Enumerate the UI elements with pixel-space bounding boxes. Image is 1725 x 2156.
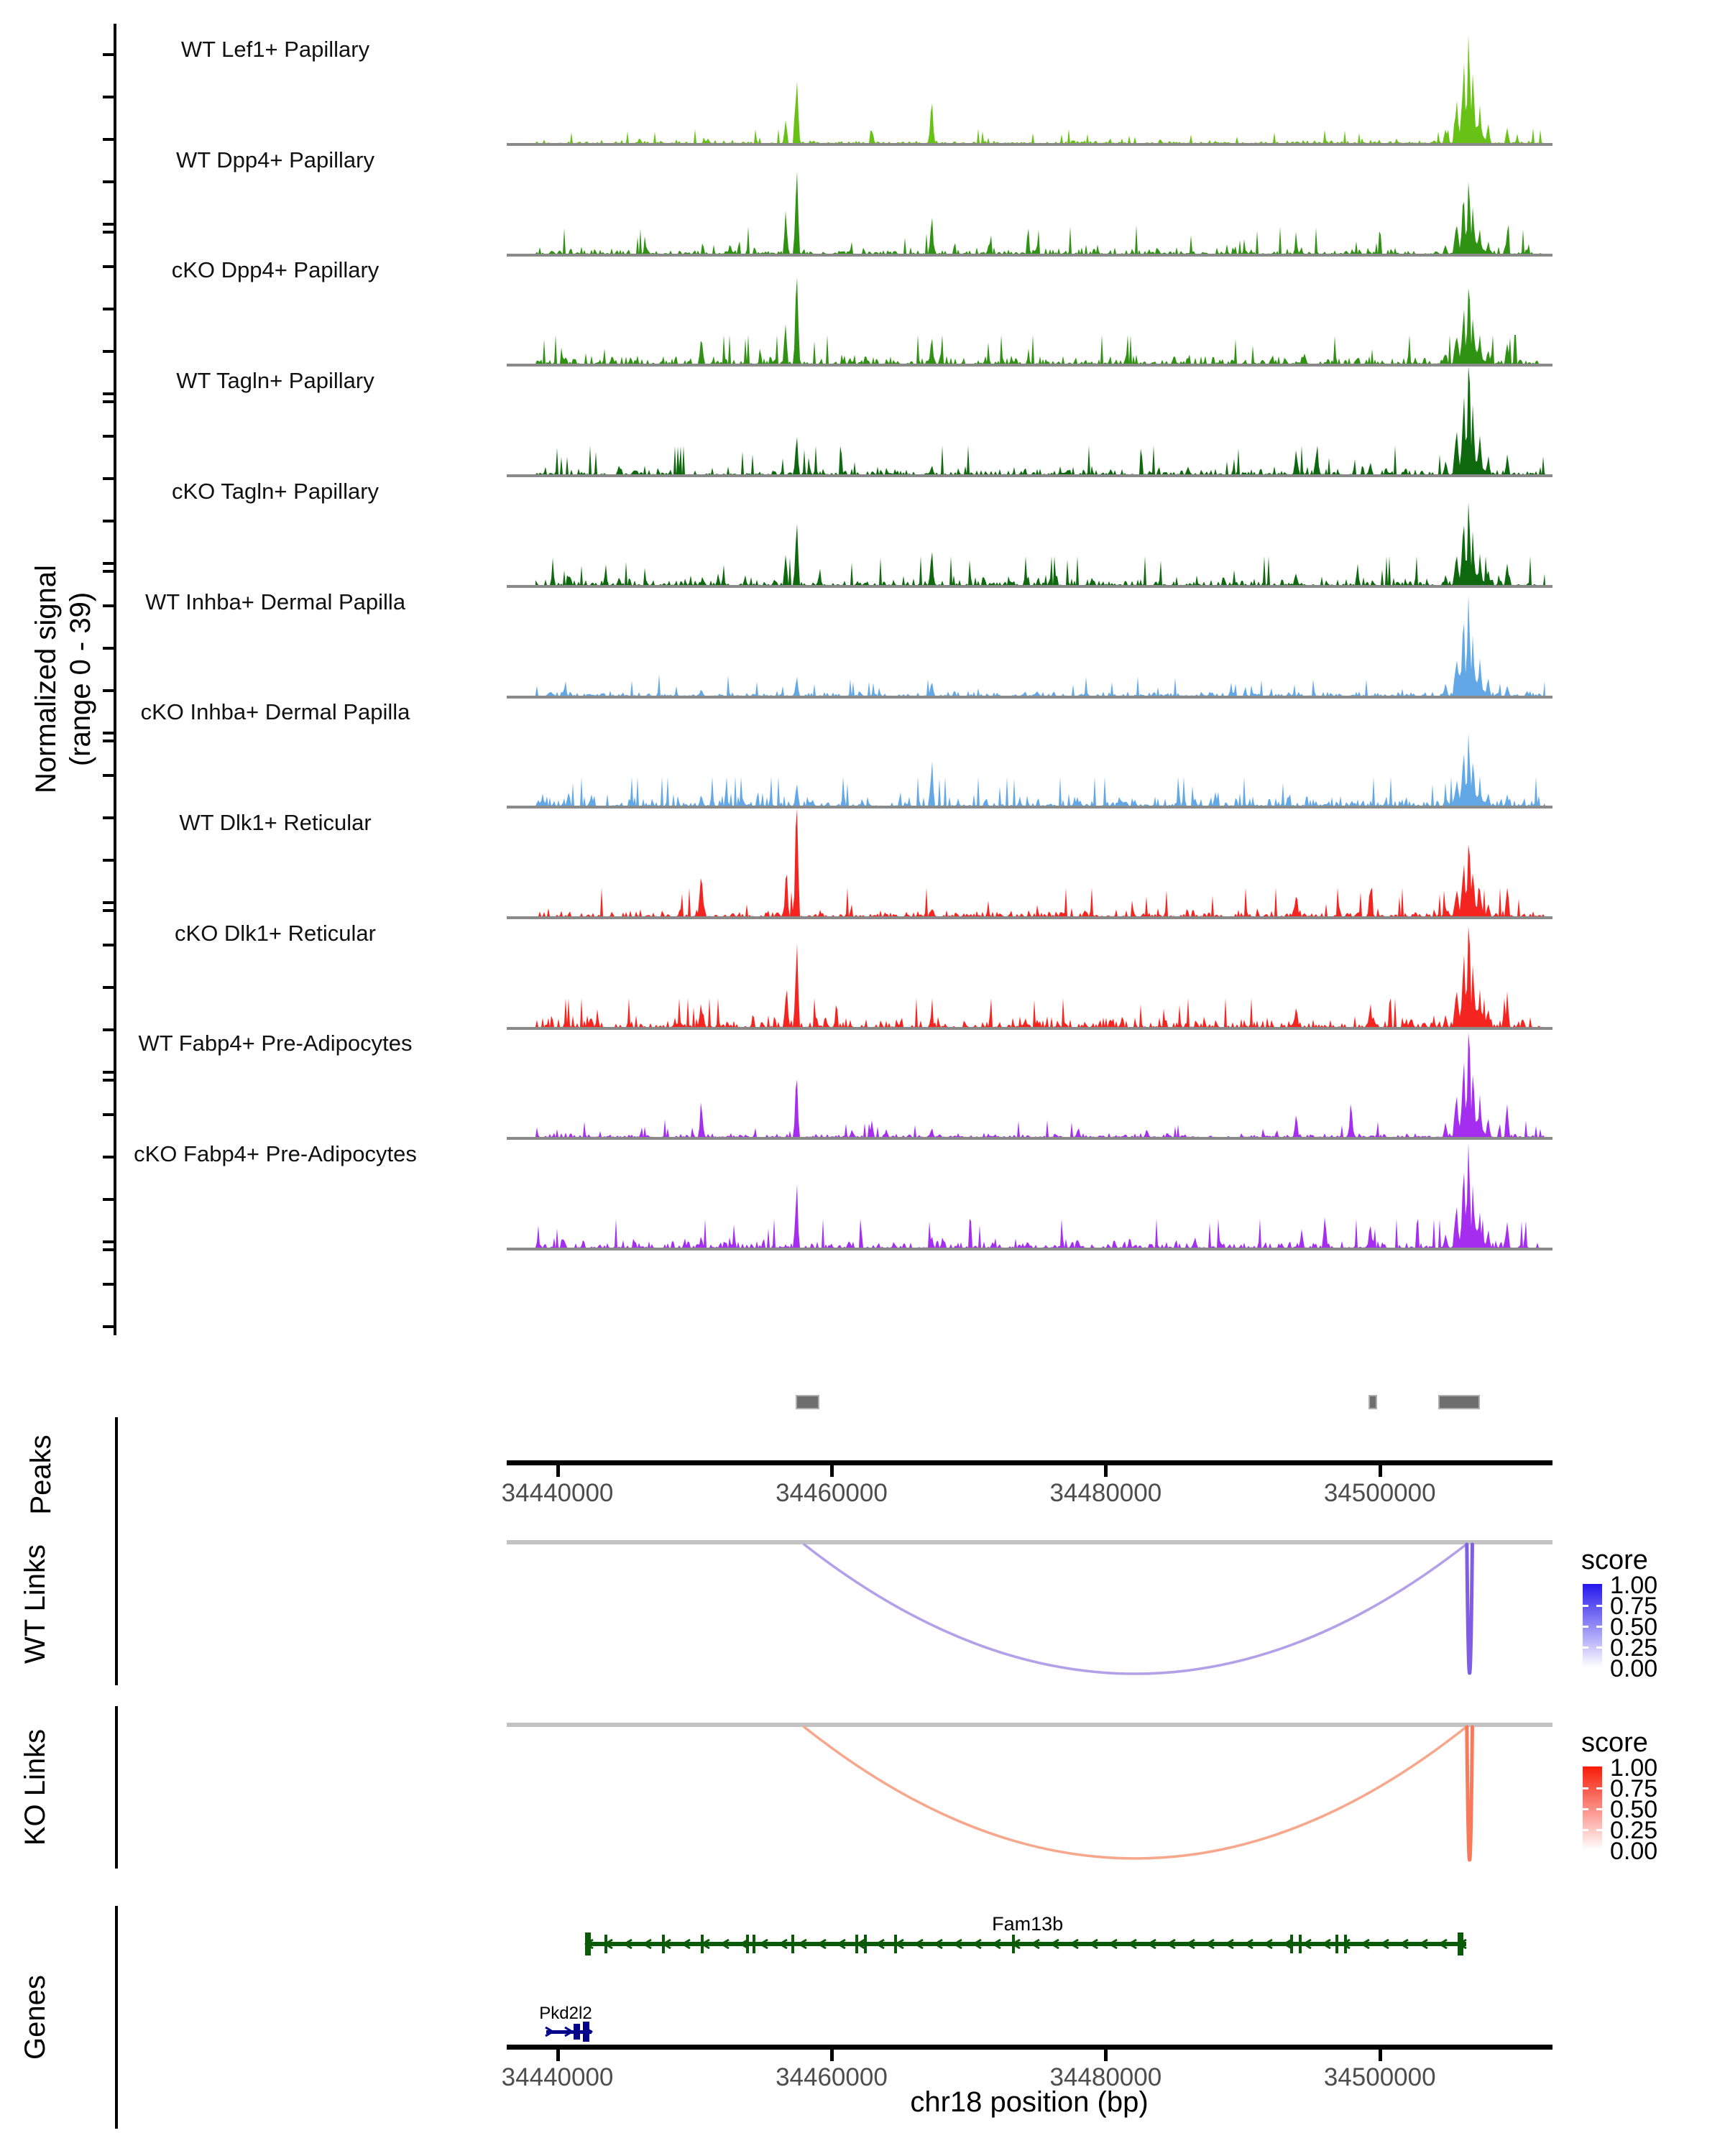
genomic-axis-tick-label: 34500000 (1323, 1479, 1436, 1507)
chevron-left-icon (760, 1940, 768, 1948)
chevron-left-icon (1052, 1940, 1059, 1948)
signal-axis-tick (103, 774, 114, 777)
chevron-left-icon (1187, 1940, 1195, 1948)
track-label: cKO Dlk1+ Reticular (175, 921, 376, 946)
track-signal (507, 256, 1552, 365)
genomic-axis-tick-label: 34480000 (1049, 2063, 1162, 2091)
chevron-left-icon (1207, 1940, 1214, 1948)
genomic-axis-tick (1379, 2050, 1382, 2061)
signal-axis-tick (103, 400, 114, 403)
signal-polygon (535, 595, 1545, 696)
legend-gradient-notch (1596, 1605, 1602, 1607)
ko-legend-tick: 0.50 (1610, 1796, 1658, 1823)
gene-exon (855, 1935, 857, 1953)
genomic-axis-tick-label: 34440000 (501, 2063, 614, 2091)
link-arc (804, 1727, 1466, 1858)
gene-exon (864, 1935, 866, 1953)
signal-axis-tick (103, 909, 114, 912)
genomic-axis-line (507, 1460, 1552, 1465)
chevron-left-icon (974, 1940, 981, 1948)
chevron-left-icon (993, 1940, 1000, 1948)
ko-score-gradient (1583, 1766, 1602, 1850)
gene-exon (585, 1932, 591, 1955)
chevron-left-icon (1110, 1940, 1117, 1948)
genomic-axis-tick (830, 2050, 834, 2061)
genes-section-label: Genes (19, 1975, 51, 2060)
link-arc (1467, 1544, 1473, 1673)
signal-polygon (535, 1033, 1545, 1137)
y-axis-label-line1: Normalized signal (30, 565, 62, 793)
wt-legend-tick: 0.75 (1610, 1593, 1658, 1620)
genomic-axis-tick-label: 34460000 (776, 2063, 888, 2091)
genomic-axis-tick (1379, 1465, 1382, 1477)
legend-gradient-notch (1583, 1605, 1588, 1607)
track-label: cKO Tagln+ Papillary (171, 479, 380, 504)
peak-region-box (796, 1395, 819, 1409)
chevron-left-icon (1362, 1940, 1369, 1948)
chevron-left-icon (1304, 1940, 1311, 1948)
ko-links-score-legend (1578, 1728, 1725, 1900)
signal-axis-tick (103, 231, 114, 234)
wt-legend-tick: 0.50 (1610, 1613, 1658, 1641)
signal-polygon (535, 733, 1545, 806)
signal-axis-spine (114, 24, 116, 1335)
peaks-bracket (115, 1417, 118, 1532)
gene-exon (1012, 1935, 1014, 1953)
ko-links-section-label: KO Links (19, 1728, 51, 1846)
signal-axis-tick (103, 986, 114, 989)
track-label: WT Dlk1+ Reticular (179, 810, 372, 835)
chevron-right-icon (546, 2027, 553, 2036)
chevron-left-icon (877, 1940, 884, 1948)
links-arcs (507, 1726, 1552, 1876)
legend-gradient-notch (1596, 1787, 1602, 1789)
gene-name-label: Pkd2l2 (539, 2004, 592, 2023)
track-signal (507, 808, 1552, 918)
genomic-axis-tick-label: 34440000 (501, 1479, 614, 1507)
track-label: cKO Fabp4+ Pre-Adipocytes (134, 1141, 417, 1166)
gene-exon (1290, 1935, 1292, 1953)
legend-gradient-notch (1596, 1626, 1602, 1628)
signal-axis-tick (103, 435, 114, 438)
ko-legend-tick: 0.25 (1610, 1817, 1658, 1844)
chevron-left-icon (683, 1940, 690, 1948)
ko-legend-tick: 0.00 (1610, 1838, 1658, 1865)
peaks-section-label: Peaks (24, 1434, 57, 1515)
chevron-left-icon (625, 1940, 632, 1948)
legend-gradient-notch (1596, 1829, 1602, 1831)
ko-legend-title: score (1581, 1728, 1648, 1758)
legend-gradient-notch (1596, 1808, 1602, 1810)
chevron-left-icon (1246, 1940, 1253, 1948)
y-axis-label-line2: (range 0 - 39) (65, 591, 96, 767)
track-signal (507, 35, 1552, 144)
track-signal (507, 367, 1552, 476)
genomic-axis-tick (1104, 1465, 1108, 1477)
legend-gradient-notch (1583, 1646, 1588, 1649)
gene-exon (746, 1935, 748, 1953)
chevron-left-icon (1090, 1940, 1098, 1948)
chevron-left-icon (644, 1940, 651, 1948)
gene-name-label: Fam13b (992, 1913, 1064, 1935)
signal-axis-tick (103, 1240, 114, 1243)
chevron-left-icon (896, 1940, 903, 1948)
wt-links-section-label: WT Links (19, 1544, 51, 1664)
track-signal (507, 146, 1552, 255)
signal-polygon (535, 367, 1545, 474)
signal-polygon (535, 1143, 1545, 1248)
signal-axis-tick (103, 223, 114, 226)
chevron-left-icon (1401, 1940, 1408, 1948)
track-label: WT Inhba+ Dermal Papilla (144, 589, 406, 614)
chevron-left-icon (935, 1940, 942, 1948)
track-signal (507, 1029, 1552, 1138)
wt-links-bracket (115, 1524, 118, 1685)
legend-gradient-notch (1583, 1829, 1588, 1831)
genomic-axis-tick-label: 34480000 (1049, 1479, 1162, 1507)
track-label: cKO Dpp4+ Papillary (171, 257, 380, 282)
gene-exon (1344, 1935, 1346, 1953)
gene-exon (662, 1935, 664, 1953)
chevron-left-icon (838, 1940, 845, 1948)
ko-legend-tick: 1.00 (1610, 1754, 1658, 1782)
signal-axis-tick (103, 859, 114, 862)
genomic-axis-line (507, 2045, 1552, 2050)
links-arcs (507, 1543, 1552, 1694)
wt-legend-tick: 0.00 (1610, 1655, 1658, 1682)
chevron-left-icon (1149, 1940, 1156, 1948)
signal-polygon (535, 808, 1545, 916)
ko-legend-tick: 0.75 (1610, 1775, 1658, 1802)
gene-exon (701, 1935, 703, 1953)
signal-axis-tick (103, 1079, 114, 1082)
track-label: WT Fabp4+ Pre-Adipocytes (138, 1031, 413, 1056)
chevron-left-icon (1323, 1940, 1330, 1948)
chevron-left-icon (799, 1940, 806, 1948)
signal-polygon (535, 277, 1545, 364)
chevron-left-icon (954, 1940, 962, 1948)
ko-links-bracket (115, 1706, 118, 1869)
genomic-axis-tick (1104, 2050, 1108, 2061)
link-arc (804, 1544, 1466, 1674)
x-axis-title: chr18 position (bp) (910, 2086, 1149, 2118)
signal-axis-tick (103, 1283, 114, 1286)
signal-axis-tick (103, 520, 114, 522)
signal-axis-tick (103, 1198, 114, 1201)
gene-exon (753, 1935, 755, 1953)
track-signal (507, 698, 1552, 807)
signal-axis-tick (103, 350, 114, 353)
signal-axis-tick (103, 1248, 114, 1251)
link-arc (1467, 1727, 1473, 1860)
signal-axis-tick (103, 740, 114, 742)
track-signal (507, 919, 1552, 1028)
track-signal (507, 477, 1552, 586)
wt-legend-tick: 0.25 (1610, 1634, 1658, 1662)
signal-axis-tick (103, 647, 114, 650)
genomic-axis-tick (556, 1465, 560, 1477)
signal-polygon (535, 926, 1545, 1027)
signal-axis-tick (103, 180, 114, 183)
legend-gradient-notch (1583, 1626, 1588, 1628)
gene-exon (604, 1935, 607, 1953)
peak-region-box (1368, 1395, 1377, 1409)
track-label: WT Dpp4+ Papillary (176, 147, 374, 172)
chevron-left-icon (819, 1940, 826, 1948)
legend-gradient-notch (1583, 1787, 1588, 1789)
signal-axis-tick (103, 901, 114, 904)
chevron-left-icon (1420, 1940, 1427, 1948)
signal-axis-tick (103, 732, 114, 734)
gene-exon (1458, 1932, 1463, 1955)
chevron-left-icon (1168, 1940, 1175, 1948)
wt-legend-tick: 1.00 (1610, 1572, 1658, 1599)
legend-gradient-notch (1596, 1646, 1602, 1649)
chevron-left-icon (1226, 1940, 1233, 1948)
peak-region-box (1438, 1395, 1480, 1409)
wt-legend-title: score (1581, 1545, 1648, 1575)
chevron-left-icon (722, 1940, 729, 1948)
genomic-axis-tick (830, 1465, 834, 1477)
legend-gradient-notch (1583, 1808, 1588, 1810)
chevron-left-icon (1265, 1940, 1272, 1948)
genes-bracket (115, 1906, 118, 2129)
signal-axis-tick (103, 570, 114, 573)
signal-axis-tick (103, 96, 114, 98)
signal-polygon (535, 502, 1545, 585)
gene-exon (583, 2022, 590, 2042)
wt-score-gradient (1583, 1584, 1602, 1667)
signal-axis-tick (103, 138, 114, 141)
signal-axis-tick (103, 689, 114, 692)
genomic-axis-tick-label: 34460000 (776, 1479, 888, 1507)
genomic-axis-tick-label: 34500000 (1323, 2063, 1436, 2091)
track-label: WT Lef1+ Papillary (180, 37, 370, 62)
signal-polygon (535, 171, 1545, 254)
chevron-left-icon (1129, 1940, 1136, 1948)
chevron-left-icon (1440, 1940, 1447, 1948)
gene-exon (894, 1935, 896, 1953)
signal-axis-tick (103, 1113, 114, 1116)
gene-exon (574, 2024, 580, 2040)
wt-links-score-legend (1578, 1545, 1725, 1718)
chevron-right-icon (565, 2027, 572, 2036)
chevron-left-icon (1032, 1940, 1039, 1948)
track-label: WT Tagln+ Papillary (176, 368, 374, 393)
signal-axis-tick (103, 308, 114, 310)
signal-axis-tick (103, 562, 114, 565)
chevron-left-icon (1071, 1940, 1078, 1948)
track-label: cKO Inhba+ Dermal Papilla (140, 699, 410, 724)
gene-exon (791, 1935, 794, 1953)
chevron-left-icon (857, 1940, 865, 1948)
chevron-left-icon (1381, 1940, 1389, 1948)
signal-axis-tick (103, 1325, 114, 1328)
track-signal (507, 588, 1552, 697)
chevron-left-icon (916, 1940, 923, 1948)
track-signal (507, 1140, 1552, 1249)
signal-polygon (535, 35, 1545, 143)
signal-axis-tick (103, 1071, 114, 1074)
gene-exon (1299, 1935, 1301, 1953)
gene-exon (1335, 1935, 1338, 1953)
genomic-axis-tick (556, 2050, 560, 2061)
chevron-left-icon (780, 1940, 787, 1948)
